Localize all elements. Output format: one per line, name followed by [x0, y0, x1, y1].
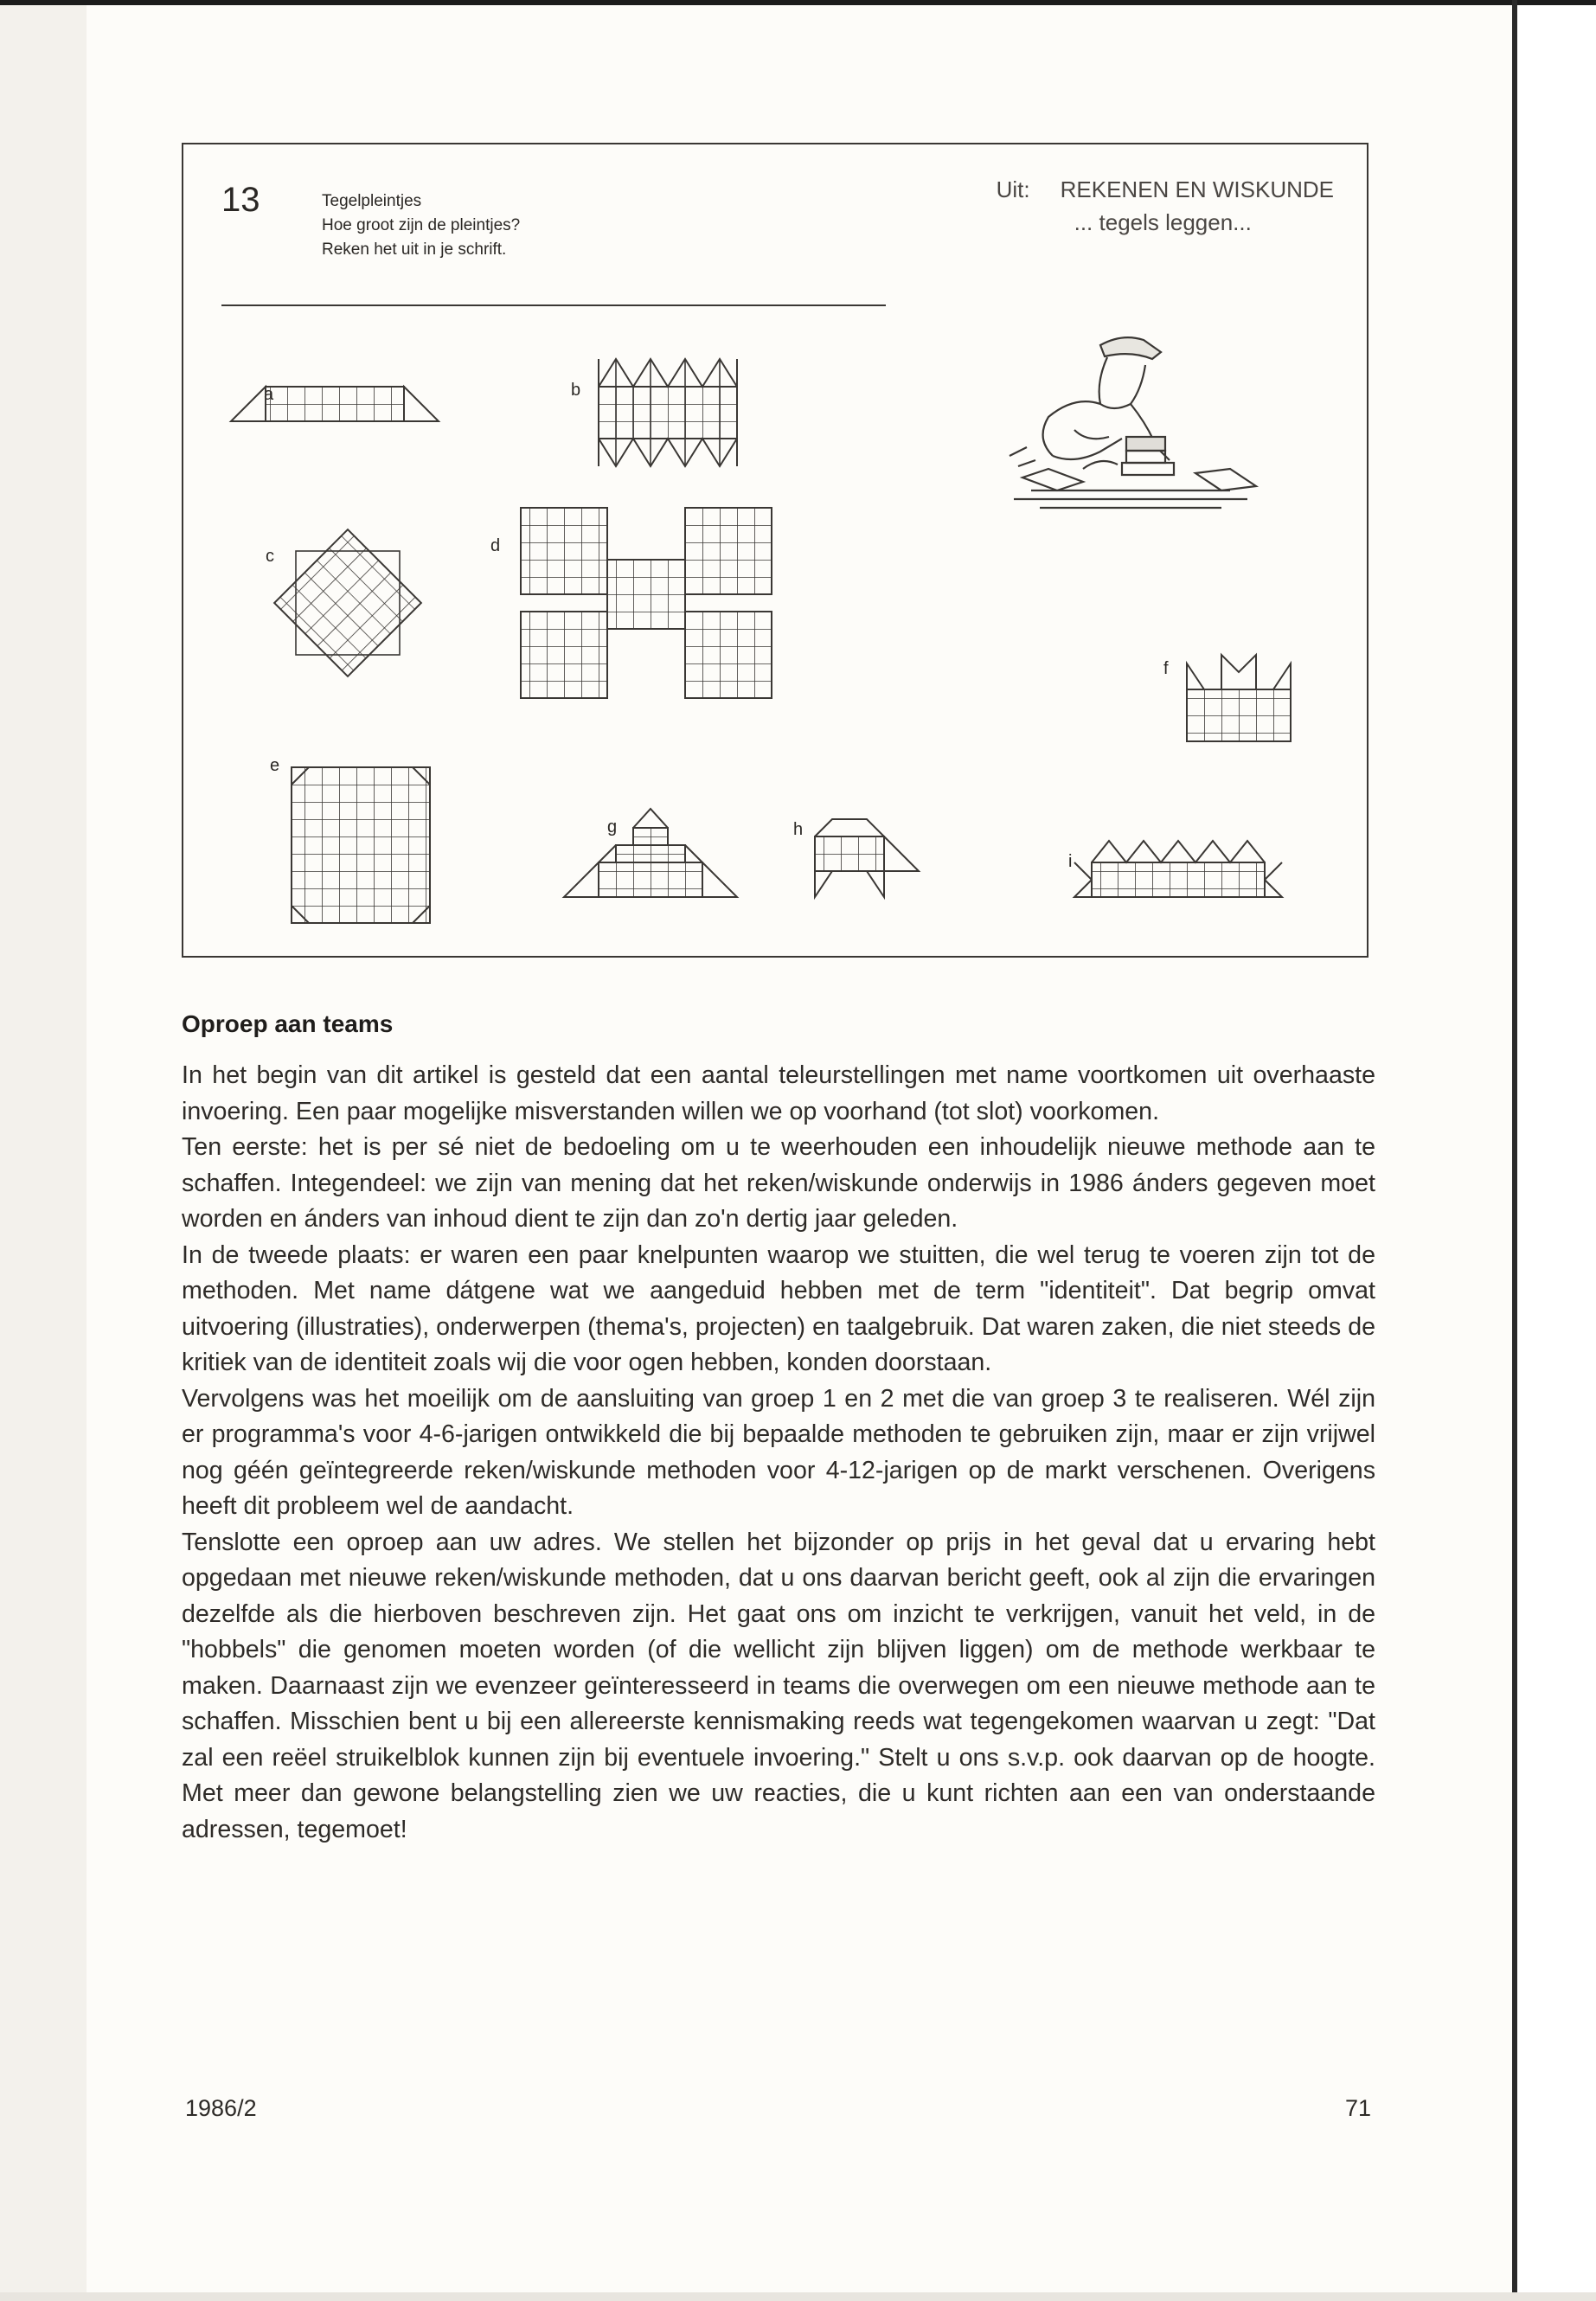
figure-label-h: h — [793, 820, 804, 839]
tile-figure-c — [266, 529, 421, 676]
tile-puzzle-drawings — [183, 144, 1367, 956]
tile-figure-g — [564, 809, 737, 897]
tile-figure-f — [1163, 655, 1291, 741]
tile-figure-b — [571, 359, 737, 466]
figure-label-e: e — [270, 756, 280, 775]
scan-edge-right — [1512, 0, 1517, 2301]
article-heading: Oproep aan teams — [182, 1010, 394, 1037]
figure-label-f: f — [1163, 659, 1169, 678]
page-number: 71 — [1345, 2095, 1372, 2121]
tile-layer-illustration — [1010, 337, 1256, 508]
exercise-figure-box — [182, 143, 1368, 958]
article-body — [182, 1058, 1375, 1848]
tile-figure-i — [1068, 841, 1282, 897]
paragraph-3: In de tweede plaats: er waren een paar knelpunten waarop we stuitten, die wel terug te voeren zijn tot de methoden. Met name dátgene wat we aangeduid hebben met de term "identiteit". Dat begrip omvat uitvoering (illustraties), onderwerpen (thema's, projecten) en taalgebruik. Dat waren zaken, die niet steeds de kritiek van de identiteit zoals wij die voor ogen hebben, konden doorstaan. — [182, 1240, 1375, 1376]
figure-label-c: c — [266, 547, 274, 566]
exercise-task: Reken het uit in je schrift. — [322, 240, 507, 259]
issue-number: 1986/2 — [185, 2095, 257, 2121]
figure-label-d: d — [490, 536, 501, 555]
tile-figure-a — [231, 385, 439, 421]
source-subtitle: ... tegels leggen... — [1074, 209, 1252, 235]
tile-figure-e — [270, 756, 430, 923]
paragraph-5: Tenslotte een oproep aan uw adres. We stellen het bijzonder op prijs in het geval dat u ervaring hebt opgedaan met nieuwe reken/wiskunde methoden, dat u ons daarvan bericht geeft, ook al zijn die ervaringen dezelfde als die hierboven beschreven zijn. Het gaat ons om inzicht te verkrijgen, vanuit het veld, in de "hobbels" die genomen moeten worden (of die wellicht zijn blijven liggen) om de methode werkbaar te maken. Daarnaast zijn we evenzeer geïnteresseerd in teams die overwegen om een nieuwe methode aan te schaffen. Misschien bent u bij een allereerste kennismaking reeds wat tegengekomen waarvan u zegt: "Dat zal een reëel struikelblok kunnen zijn bij eventuele invoering." Stelt u ons s.v.p. ook daarvan op de hoogte. Met meer dan gewone belangstelling zien we uw reacties, die u kunt richten aan een van onderstaande adressen, tegemoet! — [182, 1528, 1375, 1843]
paragraph-4: Vervolgens was het moeilijk om de aansluiting van groep 1 en 2 met die van groep 3 te realiseren. Wél zijn er programma's voor 4-6-jarigen ontwikkeld die bij bepaalde methoden te gebruiken zijn, maar er zijn vrijwel nog géén geïntegreerde reken/wiskunde methoden voor 4-12-jarigen op de markt verschenen. Overigens heeft dit probleem wel de aandacht. — [182, 1384, 1375, 1520]
scan-edge-bottom — [0, 2292, 1596, 2301]
figure-label-g: g — [607, 817, 618, 836]
source-title: REKENEN EN WISKUNDE — [1060, 176, 1334, 202]
figure-label-b: b — [571, 381, 581, 400]
scan-margin — [0, 0, 87, 2301]
exercise-title: Tegelpleintjes — [322, 192, 422, 210]
tile-figure-d — [490, 508, 772, 698]
exercise-question: Hoe groot zijn de pleintjes? — [322, 216, 521, 234]
tile-figure-h — [793, 819, 919, 897]
paragraph-1: In het begin van dit artikel is gesteld dat een aantal teleurstellingen met name voortkomen uit overhaaste invoering. Een paar mogelijke misverstanden willen we op voorhand (tot slot) voorkomen. — [182, 1061, 1375, 1125]
exercise-number: 13 — [221, 181, 260, 219]
figure-label-i: i — [1068, 852, 1073, 871]
source-label: Uit: — [996, 176, 1030, 202]
paragraph-2: Ten eerste: het is per sé niet de bedoeling om u te weerhouden een inhoudelijk nieuwe methode aan te schaffen. Integendeel: we zijn van mening dat het reken/wiskunde onderwijs in 1986 ánders gegeven moet worden en ánders van inhoud dient te zijn dan zo'n dertig jaar geleden. — [182, 1133, 1375, 1233]
